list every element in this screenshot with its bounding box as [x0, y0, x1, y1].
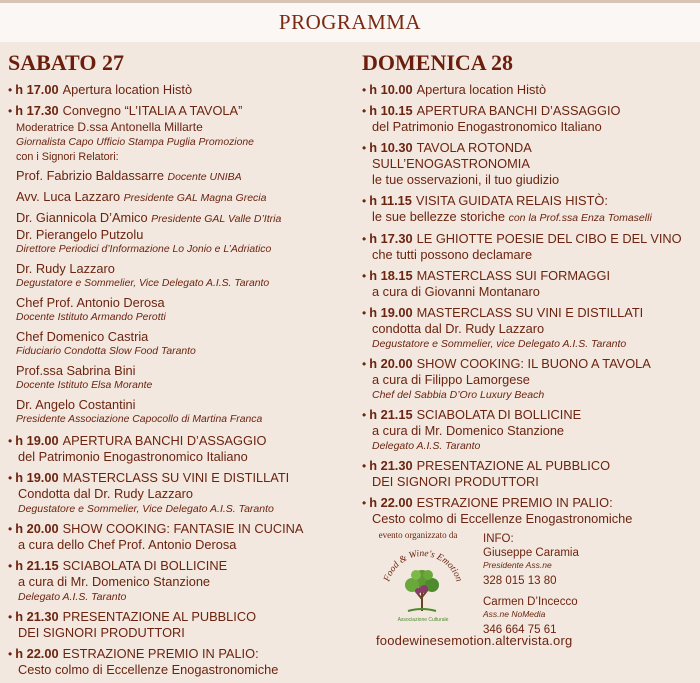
schedule-item: • h 22.00 ESTRAZIONE PREMIO IN PALIO: Cesto colmo di Eccellenze Enogastronomiche [8, 646, 279, 677]
schedule-item: • h 19.00 APERTURA BANCHI D’ASSAGGIO del Patrimonio Enogastronomico Italiano [8, 433, 267, 464]
item-title: Apertura location Histò [62, 82, 193, 97]
speaker: Dr. Giannicola D’Amico Presidente GAL Valle D’Itria [16, 210, 282, 225]
schedule-item: • h 21.30 PRESENTAZIONE AL PUBBLICO DEI SIGNORI PRODUTTORI [8, 609, 257, 640]
svg-text:Food & Wine's Emotion: Food & Wine's Emotion [382, 548, 464, 583]
speaker-role: Docente Istituto Armando Perotti [16, 312, 166, 323]
speaker: Chef Prof. Antonio Derosa [16, 295, 165, 310]
schedule-item: • h 10.00 Apertura location Histò [362, 82, 547, 97]
schedule-item: • h 10.30 TAVOLA ROTONDA SULL’ENOGASTRONOMIA le tue osservazioni, il tuo giudizio [362, 140, 560, 187]
schedule-item: • h 17.30 LE GHIOTTE POESIE DEL CIBO E DEL VINO che tutti possono declamare [362, 231, 682, 262]
info-label: INFO: [483, 533, 514, 545]
speaker-role: Direttore Periodici d’Informazione Lo Jonio e L’Adriatico [16, 244, 272, 255]
sunday-heading: DOMENICA 28 [362, 50, 513, 75]
schedule-item: • h 21.30 PRESENTAZIONE AL PUBBLICO DEI SIGNORI PRODUTTORI [362, 458, 611, 489]
item-title: Convegno “L’ITALIA A TAVOLA” [62, 103, 243, 118]
schedule-item: • h 19.00 MASTERCLASS SU VINI E DISTILLATI Condotta dal Dr. Rudy Lazzaro Degustatore e Sommelier, Vice Delegato A.I.S. Taranto [8, 470, 290, 515]
speaker: Prof.ssa Sabrina Bini [16, 363, 136, 378]
website-link[interactable]: foodewinesemotion.altervista.org [376, 633, 573, 648]
schedule-item: • h 20.00 SHOW COOKING: IL BUONO A TAVOLA a cura di Filippo Lamorgese Chef del Sabbia D’Oro Luxury Beach [362, 356, 651, 401]
speaker: Dr. Rudy Lazzaro [16, 261, 115, 276]
speaker-role: Degustatore e Sommelier, Vice Delegato A.I.S. Taranto [16, 278, 270, 289]
speaker-role: Fiduciario Condotta Slow Food Taranto [16, 346, 196, 357]
speaker: Prof. Fabrizio Baldassarre Docente UNIBA [16, 168, 242, 183]
contact-name: Carmen D’Incecco [483, 596, 578, 608]
contact-name: Giuseppe Caramia [483, 547, 579, 559]
saturday-column [8, 50, 348, 683]
contact-phone: 328 015 13 80 [483, 575, 557, 587]
speaker: Avv. Luca Lazzaro Presidente GAL Magna Grecia [16, 189, 267, 204]
page-title: PROGRAMMA [278, 10, 422, 34]
item-time: h 17.30 [15, 103, 59, 118]
schedule-item: • h 22.00 ESTRAZIONE PREMIO IN PALIO: Cesto colmo di Eccellenze Enogastronomiche [362, 495, 633, 526]
moderator-role: Giornalista Capo Ufficio Stampa Puglia Promozione [16, 137, 254, 148]
contact-phone: 346 664 75 61 [483, 624, 557, 636]
saturday-heading: SABATO 27 [8, 50, 124, 75]
speaker: Chef Domenico Castria [16, 329, 149, 344]
organizer-logo [378, 545, 468, 625]
svg-text:Associazione Culturale: Associazione Culturale [397, 617, 449, 623]
schedule-item: • h 11.15 VISITA GUIDATA RELAIS HISTÒ: le sue bellezze storiche con la Prof.ssa Enza Tomaselli [362, 193, 652, 224]
moderator-line: Moderatrice D.ssa Antonella Millarte [16, 120, 203, 134]
schedule-item: • h 18.15 MASTERCLASS SUI FORMAGGI a cura di Giovanni Montanaro [362, 268, 611, 299]
schedule-item: • h 17.00 Apertura location Histò [8, 82, 193, 97]
contact-role: Presidente Ass.ne [483, 560, 552, 570]
schedule-item-convegno: • h 17.30 Convegno “L’ITALIA A TAVOLA” Moderatrice D.ssa Antonella Millarte Giornalista Capo Ufficio Stampa Puglia Promozione con i Signori Relatori: Prof. Fabrizio Baldassarre Docente UNIBA Avv. Luca Lazzaro Presidente GAL Magna Grecia Dr. Giannicola D’Amico Presidente GAL Valle D’Itria Dr. Pierangelo Putzolu Direttore Periodici d’Informazione Lo Jonio e L’Adriatico Dr. Rudy Lazzaro Degustatore e Sommelier, Vice Delegato A.I.S. Taranto Chef Prof. Antonio Derosa Docente Istituto Armando Perotti Chef Domenico Castria Fiduciario Condotta Slow Food Taranto Prof.ssa Sabrina Bini Docente Istituto Elsa Morante Dr. Angelo Costantini Presidente Associazione Capocollo di Martina Franca [8, 103, 348, 427]
speaker: Dr. Angelo Costantini [16, 397, 136, 412]
info-block [483, 532, 683, 638]
contact-role: Ass.ne NoMedia [483, 609, 546, 619]
speaker: Dr. Pierangelo Putzolu [16, 227, 144, 242]
relatori-label: con i Signori Relatori: [16, 151, 119, 163]
speaker-role: Presidente Associazione Capocollo di Martina Franca [16, 414, 263, 425]
speaker-role: Docente Istituto Elsa Morante [16, 380, 153, 391]
title-banner [0, 3, 700, 42]
schedule-item: • h 10.15 APERTURA BANCHI D’ASSAGGIO del Patrimonio Enogastronomico Italiano [362, 103, 621, 134]
item-time: h 17.00 [15, 82, 59, 97]
schedule-item: • h 21.15 SCIABOLATA DI BOLLICINE a cura di Mr. Domenico Stanzione Delegato A.I.S. Taranto [362, 407, 582, 452]
schedule-item: • h 21.15 SCIABOLATA DI BOLLICINE a cura di Mr. Domenico Stanzione Delegato A.I.S. Taranto [8, 558, 228, 603]
organized-by-label: evento organizzato da [378, 530, 458, 540]
sunday-column [362, 50, 696, 532]
organizer-block [368, 530, 468, 540]
schedule-item: • h 19.00 MASTERCLASS SU VINI E DISTILLATI condotta dal Dr. Rudy Lazzaro Degustatore e Sommelier, vice Delegato A.I.S. Taranto [362, 305, 644, 350]
schedule-item: • h 20.00 SHOW COOKING: FANTASIE IN CUCINA a cura dello Chef Prof. Antonio Derosa [8, 521, 304, 552]
